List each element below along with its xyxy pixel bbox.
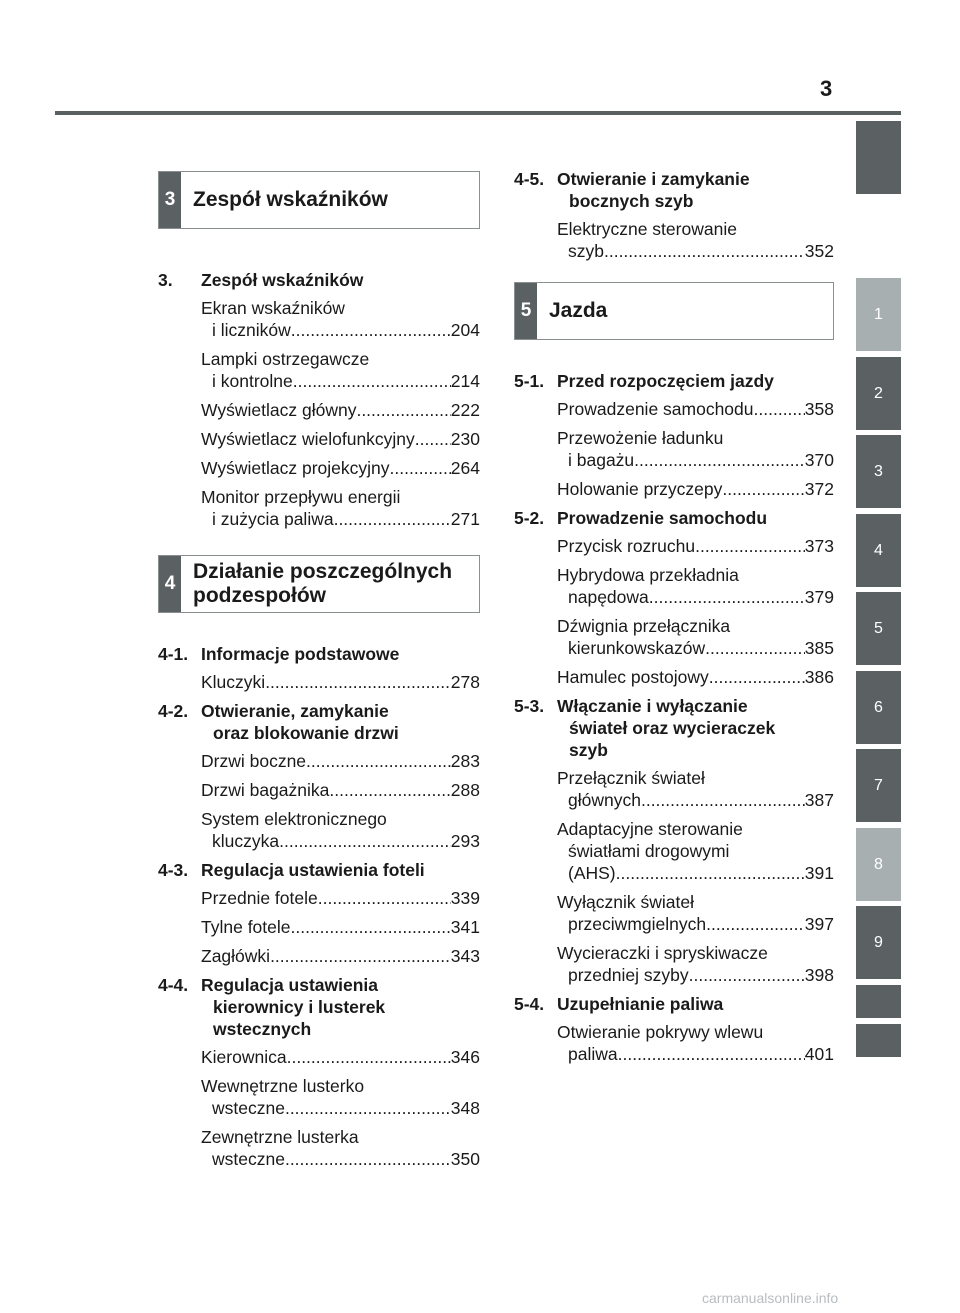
heading-text: Regulacja ustawienia foteli bbox=[201, 860, 425, 880]
heading-text bbox=[557, 695, 834, 761]
entry-label: Przednie fotele bbox=[201, 888, 318, 908]
chapter-tab-1[interactable]: 1 bbox=[856, 278, 901, 351]
heading-line: wstecznych bbox=[213, 1019, 312, 1039]
entry-label: napędowa bbox=[568, 587, 649, 607]
toc-heading bbox=[514, 168, 834, 212]
entry-label: światłami drogowymi bbox=[568, 841, 730, 861]
heading-line: Regulacja ustawienia bbox=[201, 975, 379, 995]
toc-entry[interactable] bbox=[201, 1075, 480, 1119]
toc-heading bbox=[158, 269, 480, 291]
entry-page: 348 bbox=[450, 1098, 480, 1118]
section-number: 3 bbox=[159, 172, 181, 228]
heading-code: 5-1. bbox=[514, 371, 545, 391]
heading-code: 4-5. bbox=[514, 169, 545, 189]
toc-heading bbox=[514, 993, 834, 1015]
heading-line: szyb bbox=[569, 740, 608, 760]
chapter-tab-end[interactable] bbox=[856, 1024, 901, 1057]
entry-label: przeciwmgielnych bbox=[568, 914, 707, 934]
entry-label: Kierownica bbox=[201, 1047, 287, 1067]
entry-label: kierunkowskazów bbox=[568, 638, 706, 658]
heading-line: Otwieranie, zamykanie bbox=[201, 701, 389, 721]
toc-entry[interactable] bbox=[557, 398, 834, 420]
chapter-tab-index[interactable] bbox=[856, 985, 901, 1018]
entry-label: Wewnętrzne lusterko bbox=[201, 1076, 365, 1096]
heading-code: 5-2. bbox=[514, 508, 545, 528]
toc-right-column bbox=[514, 168, 834, 1072]
entry-page: 343 bbox=[450, 946, 480, 966]
section-box-4 bbox=[158, 555, 480, 613]
toc-heading bbox=[158, 974, 480, 1040]
entry-label: kluczyka bbox=[212, 831, 280, 851]
entry-page: 283 bbox=[450, 751, 480, 771]
entry-label: Wyświetlacz projekcyjny bbox=[201, 458, 390, 478]
toc-entry[interactable] bbox=[557, 564, 834, 608]
entry-page: 397 bbox=[804, 914, 834, 934]
entry-label: Lampki ostrzegawcze bbox=[201, 349, 370, 369]
entry-page: 398 bbox=[804, 965, 834, 985]
entry-label: Otwieranie pokrywy wlewu bbox=[557, 1022, 764, 1042]
toc-entry[interactable] bbox=[557, 1021, 834, 1065]
entry-page: 230 bbox=[450, 429, 480, 449]
entry-label: Przycisk rozruchu bbox=[557, 536, 696, 556]
toc-entry[interactable] bbox=[201, 671, 480, 693]
toc-entry[interactable] bbox=[557, 818, 834, 884]
entry-page: 350 bbox=[450, 1149, 480, 1169]
heading-text bbox=[201, 700, 480, 744]
toc-entry[interactable] bbox=[201, 486, 480, 530]
heading-line: bocznych szyb bbox=[569, 191, 694, 211]
entry-label: Przełącznik świateł bbox=[557, 768, 705, 788]
entry-page: 288 bbox=[450, 780, 480, 800]
entry-page: 385 bbox=[804, 638, 834, 658]
heading-line: oraz blokowanie drzwi bbox=[213, 723, 399, 743]
toc-heading bbox=[514, 507, 834, 529]
heading-text: Informacje podstawowe bbox=[201, 644, 400, 664]
entry-label: wsteczne bbox=[212, 1098, 285, 1118]
entry-label: Ekran wskaźników bbox=[201, 298, 345, 318]
heading-text: Przed rozpoczęciem jazdy bbox=[557, 371, 774, 391]
entry-page: 370 bbox=[804, 450, 834, 470]
chapter-tab-3[interactable]: 3 bbox=[856, 435, 901, 508]
toc-heading bbox=[158, 859, 480, 881]
section-title bbox=[181, 560, 452, 608]
entry-label: Wyłącznik świateł bbox=[557, 892, 694, 912]
toc-entry[interactable] bbox=[201, 1126, 480, 1170]
heading-line: Włączanie i wyłączanie bbox=[557, 696, 748, 716]
page-number: 3 bbox=[820, 76, 833, 101]
heading-code: 4-4. bbox=[158, 975, 189, 995]
entry-page: 271 bbox=[450, 509, 480, 529]
entry-page: 222 bbox=[450, 400, 480, 420]
toc-entry[interactable] bbox=[201, 808, 480, 852]
toc-entry[interactable] bbox=[201, 457, 480, 479]
toc-entry[interactable] bbox=[201, 428, 480, 450]
entry-label: Kluczyki bbox=[201, 672, 266, 692]
entry-page: 358 bbox=[804, 399, 834, 419]
chapter-tab-6[interactable]: 6 bbox=[856, 671, 901, 744]
toc-entry[interactable] bbox=[557, 478, 834, 500]
entry-label: i zużycia paliwa bbox=[212, 509, 334, 529]
entry-label: Adaptacyjne sterowanie bbox=[557, 819, 743, 839]
toc-heading bbox=[158, 700, 480, 744]
heading-text bbox=[201, 974, 480, 1040]
entry-label: i liczników bbox=[212, 320, 291, 340]
entry-label: szyb bbox=[568, 241, 604, 261]
toc-entry[interactable] bbox=[201, 1046, 480, 1068]
section-title-line: Działanie poszczególnych bbox=[193, 560, 453, 583]
entry-page: 352 bbox=[804, 241, 834, 261]
toc-entry[interactable] bbox=[557, 666, 834, 688]
entry-label: System elektronicznego bbox=[201, 809, 387, 829]
toc-entry[interactable] bbox=[557, 891, 834, 935]
heading-code: 3. bbox=[158, 270, 173, 290]
heading-line: kierownicy i lusterek bbox=[213, 997, 386, 1017]
toc-entry[interactable] bbox=[201, 348, 480, 392]
entry-label: Zagłówki bbox=[201, 946, 271, 966]
entry-page: 339 bbox=[450, 888, 480, 908]
toc-left-column bbox=[158, 171, 480, 1177]
entry-label: Tylne fotele bbox=[201, 917, 291, 937]
entry-label: Przewożenie ładunku bbox=[557, 428, 724, 448]
entry-page: 387 bbox=[804, 790, 834, 810]
heading-text: Uzupełnianie paliwa bbox=[557, 994, 724, 1014]
entry-page: 293 bbox=[450, 831, 480, 851]
entry-page: 346 bbox=[450, 1047, 480, 1067]
entry-label: Prowadzenie samochodu bbox=[557, 399, 754, 419]
heading-code: 5-3. bbox=[514, 696, 545, 716]
section-title: Zespół wskaźników bbox=[193, 188, 388, 211]
entry-page: 373 bbox=[804, 536, 834, 556]
toc-entry[interactable] bbox=[557, 427, 834, 471]
section-title: Jazda bbox=[549, 299, 608, 322]
entry-page: 386 bbox=[804, 667, 834, 687]
heading-text: Prowadzenie samochodu bbox=[557, 508, 768, 528]
toc-entry[interactable] bbox=[201, 297, 480, 341]
heading-text bbox=[557, 168, 834, 212]
heading-line: świateł oraz wycieraczek bbox=[569, 718, 776, 738]
heading-code: 4-1. bbox=[158, 644, 189, 664]
toc-entry[interactable] bbox=[557, 615, 834, 659]
heading-text: Zespół wskaźników bbox=[201, 270, 364, 290]
toc-entry[interactable] bbox=[201, 916, 480, 938]
heading-line: Otwieranie i zamykanie bbox=[557, 169, 750, 189]
watermark: carmanualsonline.info bbox=[702, 1290, 839, 1306]
entry-page: 264 bbox=[450, 458, 480, 478]
heading-code: 5-4. bbox=[514, 994, 545, 1014]
entry-label: paliwa bbox=[568, 1044, 618, 1064]
entry-label: Wyświetlacz główny bbox=[201, 400, 357, 420]
entry-label: i kontrolne bbox=[212, 371, 293, 391]
section-box-3 bbox=[158, 171, 480, 229]
chapter-tab[interactable] bbox=[856, 121, 901, 194]
toc-entry[interactable] bbox=[201, 779, 480, 801]
section-number: 5 bbox=[515, 283, 537, 339]
entry-label: Drzwi bagażnika bbox=[201, 780, 330, 800]
entry-label: Monitor przepływu energii bbox=[201, 487, 401, 507]
heading-code: 4-3. bbox=[158, 860, 189, 880]
entry-page: 379 bbox=[804, 587, 834, 607]
toc-entry[interactable] bbox=[557, 535, 834, 557]
section-title-line: podzespołów bbox=[193, 584, 326, 607]
toc-heading bbox=[514, 695, 834, 761]
entry-page: 214 bbox=[450, 371, 480, 391]
entry-page: 401 bbox=[804, 1044, 834, 1064]
entry-label: (AHS) bbox=[568, 863, 616, 883]
header-rule bbox=[55, 111, 901, 115]
toc-entry[interactable] bbox=[201, 945, 480, 967]
entry-label: Holowanie przyczepy bbox=[557, 479, 723, 499]
entry-label: Drzwi boczne bbox=[201, 751, 307, 771]
chapter-tab-5[interactable]: 5 bbox=[856, 592, 901, 665]
entry-page: 391 bbox=[804, 863, 834, 883]
toc-entry[interactable] bbox=[201, 750, 480, 772]
toc-entry[interactable] bbox=[201, 887, 480, 909]
heading-code: 4-2. bbox=[158, 701, 189, 721]
toc-entry[interactable] bbox=[557, 942, 834, 986]
entry-label: Elektryczne sterowanie bbox=[557, 219, 737, 239]
entry-label: Hybrydowa przekładnia bbox=[557, 565, 739, 585]
entry-page: 204 bbox=[450, 320, 480, 340]
chapter-tab-7[interactable]: 7 bbox=[856, 749, 901, 822]
entry-label: przedniej szyby bbox=[568, 965, 689, 985]
section-number: 4 bbox=[159, 556, 181, 612]
chapter-tab-2[interactable]: 2 bbox=[856, 357, 901, 430]
toc-heading bbox=[514, 370, 834, 392]
chapter-tab-4[interactable]: 4 bbox=[856, 514, 901, 587]
entry-page: 341 bbox=[450, 917, 480, 937]
toc-entry[interactable] bbox=[201, 399, 480, 421]
toc-heading bbox=[158, 643, 480, 665]
entry-label: i bagażu bbox=[568, 450, 635, 470]
chapter-tab-9[interactable]: 9 bbox=[856, 906, 901, 979]
entry-page: 278 bbox=[450, 672, 480, 692]
entry-label: Zewnętrzne lusterka bbox=[201, 1127, 359, 1147]
chapter-tab-8[interactable]: 8 bbox=[856, 828, 901, 901]
entry-label: głównych bbox=[568, 790, 641, 810]
toc-entry[interactable] bbox=[557, 767, 834, 811]
toc-entry[interactable] bbox=[557, 218, 834, 262]
entry-label: Wycieraczki i spryskiwacze bbox=[557, 943, 768, 963]
section-box-5 bbox=[514, 282, 834, 340]
entry-page: 372 bbox=[804, 479, 834, 499]
entry-label: Wyświetlacz wielofunkcyjny bbox=[201, 429, 415, 449]
entry-label: Hamulec postojowy bbox=[557, 667, 709, 687]
entry-label: wsteczne bbox=[212, 1149, 285, 1169]
entry-label: Dźwignia przełącznika bbox=[557, 616, 731, 636]
